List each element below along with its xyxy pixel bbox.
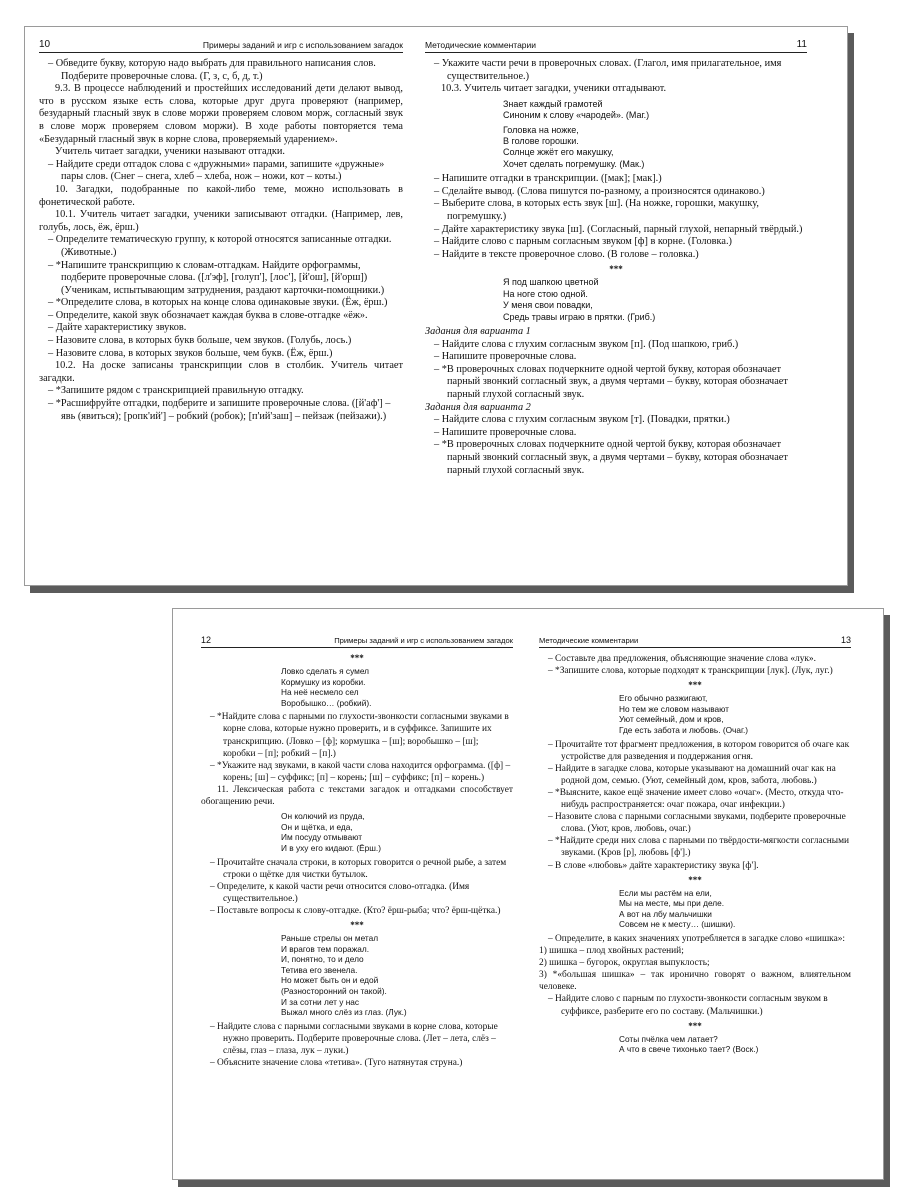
task-item: – Укажите части речи в проверочных словах. (Глагол, имя прилагательное, имя существительное.) bbox=[434, 58, 782, 82]
task-item: – Назовите слова, в которых звуков больше, чем букв. (Ёж, ёрш.) bbox=[48, 347, 333, 359]
riddle-verse bbox=[539, 888, 851, 930]
running-title: Методические комментарии bbox=[539, 636, 639, 645]
task-item: 10.2. На доске записаны транскрипции слов в столбик. Учитель читает загадки. bbox=[39, 360, 403, 384]
task-item: – Объясните значение слова «тетива». (Туго натянутая струна.) bbox=[210, 1058, 463, 1068]
page-number: 13 bbox=[840, 635, 851, 645]
page-body bbox=[539, 653, 851, 1055]
verse-line: Головка на ножке, bbox=[503, 124, 579, 135]
page-body bbox=[39, 58, 403, 423]
verse-line: Соты пчёлка чем латает? bbox=[619, 1033, 718, 1044]
task-item: – Найдите слова с глухим согласным звуком [т]. (Повадки, прятки.) bbox=[434, 414, 730, 426]
verse-line: На неё несмело сел bbox=[281, 687, 359, 698]
task-item: – Дайте характеристику звука [ш]. (Согласный, парный глухой, непарный твёрдый.) bbox=[434, 223, 803, 235]
verse-line: (Разносторонний он такой). bbox=[281, 985, 387, 996]
page-body bbox=[201, 653, 513, 1069]
task-item: 10.3. Учитель читает загадки, ученики отгадывают. bbox=[441, 83, 667, 95]
page-header bbox=[425, 39, 807, 53]
verse-line: Совсем не к месту… (шишки). bbox=[619, 919, 736, 930]
riddle-verse bbox=[425, 277, 807, 323]
verse-line: Синоним к слову «чародей». (Маг.) bbox=[503, 110, 650, 121]
task-item: – Назовите слова, в которых букв больше, чем звуков. (Голубь, лось.) bbox=[48, 335, 352, 347]
verse-line: Если мы растём на ели, bbox=[619, 887, 712, 898]
task-item: – Составьте два предложения, объясняющие значение слова «лук». bbox=[548, 654, 816, 664]
task-item: – *Найдите среди них слова с парными по твёрдости-мягкости согласными звуками. (Кров [р], любовь [ф'].) bbox=[548, 836, 850, 859]
page-number: 10 bbox=[39, 39, 51, 50]
verse-line: У меня свои повадки, bbox=[503, 300, 593, 311]
task-item: 10.1. Учитель читает загадки, ученики записывают отгадки. (Например, лев, голубь, лось, ёж, ёрш.) bbox=[39, 209, 403, 233]
task-item: – Напишите проверочные слова. bbox=[434, 351, 577, 363]
running-title: Примеры заданий и игр с использованием загадок bbox=[202, 40, 403, 50]
verse-line: Знает каждый грамотей bbox=[503, 98, 603, 109]
verse-line: И за сотни лет у нас bbox=[281, 996, 360, 1007]
riddle-verse bbox=[201, 666, 513, 708]
verse-line: А вот на лбу мальчишки bbox=[619, 908, 712, 919]
page-header bbox=[39, 39, 403, 53]
verse-line: Но тем же словом называют bbox=[619, 703, 729, 714]
task-item: – Найдите среди отгадок слова с «дружными» парами, запишите «дружные» пары слов. (Снег – снега, хлеб – хлеба, нож – ножи, кот – коты.) bbox=[48, 158, 385, 183]
page-header bbox=[201, 635, 513, 648]
task-item: – *Запишите слова, которые подходят к транскрипции [лук]. (Лук, луг.) bbox=[548, 666, 833, 677]
task-item: – *Найдите слова с парными по глухости-звонкости согласными звуками в корне слова, которые нужно проверить, и в суффиксе. Запишите их транскрипцию. (Ловко – [ф]; кормушка – [ш]; воробышко – [ш]; коробки – [п]; робкий – [п].) bbox=[210, 712, 509, 759]
book-spread-top bbox=[24, 26, 848, 586]
verse-line: Хочет сделать погремушку. (Мак.) bbox=[503, 158, 645, 169]
riddle-verse bbox=[539, 1034, 851, 1055]
section-separator: *** bbox=[688, 1020, 702, 1031]
verse-line: Где есть забота и любовь. (Очаг.) bbox=[619, 724, 749, 735]
task-item: – Обведите букву, которую надо выбрать для правильного написания слов. Подберите проверочные слова. (Г, з, с, б, д, т.) bbox=[48, 58, 376, 82]
verse-line: Раньше стрелы он метал bbox=[281, 932, 379, 943]
verse-line: На ноге стою одной. bbox=[503, 288, 588, 299]
verse-line: Его обычно разжигают, bbox=[619, 693, 708, 704]
section-separator: *** bbox=[688, 874, 702, 885]
riddle-verse bbox=[425, 125, 807, 171]
task-item: – *Расшифруйте отгадки, подберите и запишите проверочные слова. ([й'аф'] – явь (явиться); [ропк'ий'] – робкий (робок); [п'ий'заш] – пейзаж (пейзажи).) bbox=[48, 398, 391, 422]
riddle-verse bbox=[201, 811, 513, 853]
running-title: Примеры заданий и игр с использованием загадок bbox=[334, 636, 513, 645]
task-item: – Выберите слова, в которых есть звук [ш]. (На ножке, горошки, макушку, погремушку.) bbox=[434, 198, 759, 222]
verse-line: В голове горошки. bbox=[503, 136, 579, 146]
verse-line: Кормушку из коробки. bbox=[281, 676, 366, 687]
task-item: – Определите, в каких значениях употребляется в загадке слово «шишка»: bbox=[548, 933, 846, 944]
verse-line: И, понятно, то и дело bbox=[281, 954, 364, 965]
verse-line: Он колючий из пруда, bbox=[281, 811, 365, 822]
task-item: – Прочитайте сначала строки, в которых говорится о речной рыбе, а затем строки о щётке для чистки бутылок. bbox=[210, 857, 507, 880]
task-item: – Назовите слова с парными согласными звуками, подберите проверочные слова. (Уют, кров, любовь, очаг.) bbox=[548, 812, 846, 835]
page-header bbox=[539, 635, 851, 648]
verse-line: Тетива его звенела. bbox=[281, 964, 358, 975]
riddle-verse bbox=[201, 933, 513, 1018]
task-item: – Найдите слово с парным согласным звуком [ф] в корне. (Головка.) bbox=[434, 236, 732, 248]
task-item: 10. Загадки, подобранные по какой-либо теме, можно использовать в фонетической работе. bbox=[39, 183, 403, 208]
task-item: – *В проверочных словах подчеркните одной чертой букву, которая обозначает парный звонкий согласный звук, а двумя чертами – букву, которая обозначает парный глухой согласный звук. bbox=[434, 439, 788, 476]
page-number: 12 bbox=[201, 635, 212, 645]
task-item: – Найдите слова с глухим согласным звуком [п]. (Под шапкою, гриб.) bbox=[434, 338, 739, 350]
task-item: – Поставьте вопросы к слову-отгадке. (Кто? ёрш-рыба; что? ёрш-щётка.) bbox=[210, 905, 501, 916]
task-item: – Напишите отгадки в транскрипции. ([мак]; [мак].) bbox=[434, 173, 662, 185]
task-item: 9.3. В процессе наблюдений и простейших исследований дети делают вывод, что в русском языке есть слова, которые друг друга проверяют (например, безударный гласный звук в слове моржи проверяем словом морж, согласный звук в слове морж проверяем словом моржи). В ходе работы повторяется тема «Безударный гласный звук в корне слова, проверяемый ударением». bbox=[39, 83, 403, 145]
task-item: – Напишите проверочные слова. bbox=[434, 426, 577, 438]
verse-line: Выжал много слёз из глаз. (Лук.) bbox=[281, 1007, 407, 1018]
verse-line: Уют семейный, дом и кров, bbox=[619, 714, 724, 725]
verse-line: Он и щётка, и еда, bbox=[281, 821, 353, 832]
verse-line: Мы на месте, мы при деле. bbox=[619, 898, 725, 909]
task-item: – Найдите в загадке слова, которые указывают на домашний очаг как на родной дом, семью. (Уют, семейный дом, кров, забота, любовь.) bbox=[548, 763, 836, 786]
book-spread-bottom bbox=[172, 608, 884, 1180]
verse-line: А что в свече тихонько тает? (Воск.) bbox=[619, 1044, 759, 1055]
riddle-verse bbox=[539, 693, 851, 735]
task-item: – Найдите слово с парным по глухости-звонкости согласным звуком в суффиксе, разберите его по составу. (Мальчишки.) bbox=[548, 994, 828, 1017]
verse-line: Средь травы играю в прятки. (Гриб.) bbox=[503, 311, 656, 322]
page-body bbox=[425, 58, 807, 477]
section-separator: *** bbox=[350, 919, 364, 930]
verse-line: Им посуду отмывают bbox=[281, 832, 363, 843]
section-separator: *** bbox=[688, 680, 702, 691]
verse-line: Воробышко… (робкий). bbox=[281, 697, 372, 708]
verse-line: И в уху его кидают. (Ёрш.) bbox=[281, 842, 381, 853]
page-13 bbox=[539, 609, 851, 1179]
verse-line: Но может быть он и едой bbox=[281, 975, 379, 986]
page-number: 11 bbox=[796, 39, 807, 50]
task-item: – Сделайте вывод. (Слова пишутся по-разному, а произносятся одинаково.) bbox=[434, 185, 765, 197]
task-item: – *Выясните, какое ещё значение имеет слово «очаг». (Место, откуда что-нибудь распространяется: очаг пожара, очаг инфекции.) bbox=[548, 787, 844, 811]
section-separator: *** bbox=[609, 264, 623, 275]
task-item: – Определите, какой звук обозначает каждая буква в слове-отгадке «ёж». bbox=[48, 309, 368, 321]
task-item: – *В проверочных словах подчеркните одной чертой букву, которая обозначает парный звонкий согласный звук, а двумя чертами – букву, которая обозначает парный глухой согласный звук. bbox=[434, 363, 788, 400]
task-item: Учитель читает загадки, ученики называют отгадки. bbox=[55, 146, 285, 158]
task-item: – Определите тематическую группу, к которой относятся записанные отгадки. (Животные.) bbox=[48, 234, 392, 258]
variant-heading: Задания для варианта 1 bbox=[425, 326, 531, 337]
page-11 bbox=[425, 27, 807, 585]
page-10 bbox=[39, 27, 403, 585]
page-12 bbox=[201, 609, 513, 1179]
section-separator: *** bbox=[350, 653, 364, 663]
task-item: – В слове «любовь» дайте характеристику звука [ф']. bbox=[548, 860, 759, 871]
riddle-verse bbox=[425, 99, 807, 122]
task-item: 11. Лексическая работа с текстами загадок и отгадками способствует обогащению речи. bbox=[201, 784, 513, 808]
variant-heading: Задания для варианта 2 bbox=[425, 401, 531, 413]
running-title: Методические комментарии bbox=[425, 40, 537, 50]
paragraph: 1) шишка – плод хвойных растений; bbox=[539, 946, 684, 957]
verse-line: Солнце жжёт его макушку, bbox=[503, 147, 614, 158]
task-item: – Найдите в тексте проверочное слово. (В голове – головка.) bbox=[434, 248, 699, 260]
paragraph: 2) шишка – бугорок, округлая выпуклость; bbox=[539, 958, 710, 969]
verse-line: Ловко сделать я сумел bbox=[281, 666, 370, 676]
task-item: – *Напишите транскрипцию к словам-отгадкам. Найдите орфограммы, подберите проверочные слова. ([л'эф], [голуп'], [лос'], [й'ош], [й'орш]) (Ученикам, испытывающим затруднения, раздают карточки-помощники.) bbox=[48, 259, 385, 296]
task-item: – Найдите слова с парными согласными звуками в корне слова, которые нужно проверить. Подберите проверочные слова. (Лет – лета, слёз – слёзы, глаз – глаза, лук – луки.) bbox=[210, 1021, 498, 1056]
task-item: – *Укажите над звуками, в какой части слова находится орфограмма. ([ф] – корень; [ш] – суффикс; [п] – корень; [ш] – суффикс; [п] – корень.) bbox=[210, 760, 511, 783]
task-item: – Дайте характеристику звуков. bbox=[48, 322, 187, 334]
task-item: – *Запишите рядом с транскрипцией правильную отгадку. bbox=[48, 385, 304, 397]
verse-line: Я под шапкою цветной bbox=[503, 277, 599, 288]
task-item: – Прочитайте тот фрагмент предложения, в котором говорится об очаге как устройстве для разведения и поддержания огня. bbox=[548, 739, 850, 762]
task-item: – Определите, к какой части речи относится слово-отгадка. (Имя существительное.) bbox=[210, 881, 470, 904]
task-item: – *Определите слова, в которых на конце слова одинаковые звуки. (Ёж, ёрш.) bbox=[48, 297, 388, 309]
verse-line: И врагов тем поражал. bbox=[281, 943, 370, 954]
paragraph: 3) *«большая шишка» – так иронично говорят о важном, влиятельном человеке. bbox=[539, 970, 851, 993]
